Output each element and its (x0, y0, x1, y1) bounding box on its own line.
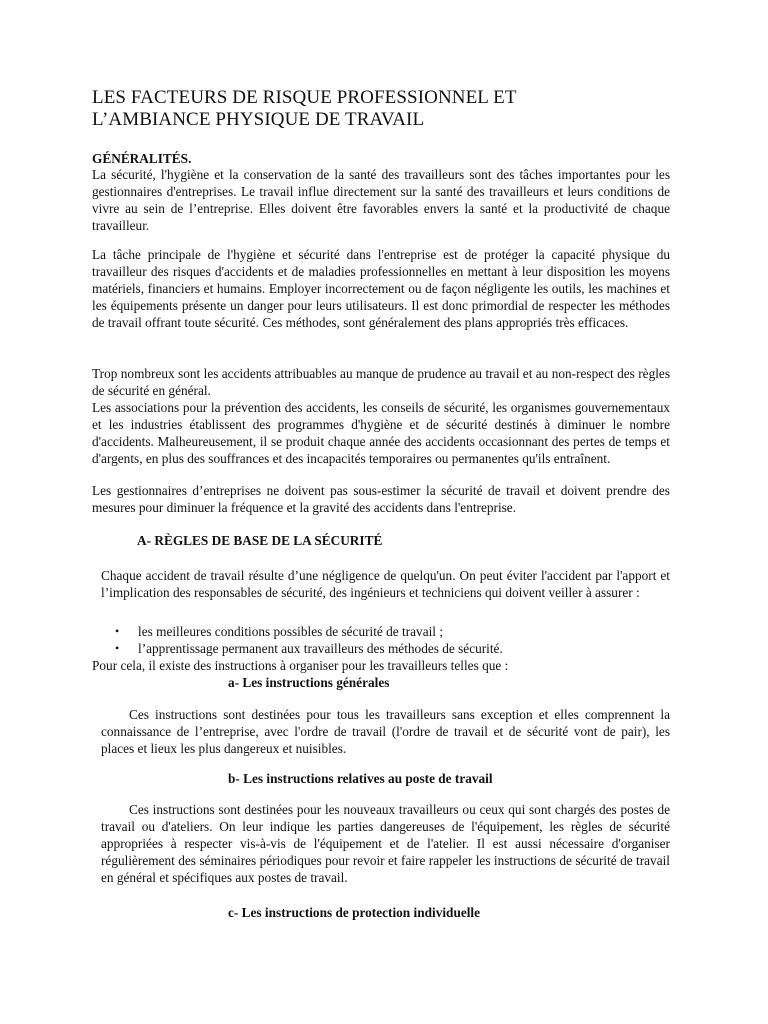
generalites-paragraph-1: La sécurité, l'hygiène et la conservation de la santé des travailleurs sont des tâches importantes pour les gestionnaires d'entreprises. Le travail influe directement sur la santé des travailleurs et leurs conditions de vivre au sein de l’entreprise. Elles doivent être favorables envers la santé et la productivité de chaque travailleur. (92, 167, 670, 233)
bullet-icon: • (115, 624, 120, 638)
document-title (92, 87, 692, 131)
subsection-b-text: Ces instructions sont destinées pour les nouveaux travailleurs ou ceux qui sont chargés des postes de travail ou d'ateliers. On leur indique les parties dangereuses de l'équipement, les règles de sécurité appropriées à respecter vis-à-vis de l'équipement et de l'atelier. Il est aussi nécessaire d'organiser régulièrement des séminaires périodiques pour revoir et faire rappeler les instructions de sécurité de travail en général et spécifiques aux postes de travail. (101, 802, 670, 885)
section-a-intro: Chaque accident de travail résulte d’une négligence de quelqu'un. On peut éviter l'accident par l'apport et l’implication des responsables de sécurité, des ingénieurs et techniciens qui doivent veiller à assurer : (101, 568, 670, 600)
generalites-paragraph-4: Les associations pour la prévention des accidents, les conseils de sécurité, les organismes gouvernementaux et les industries établissent des programmes d'hygiène et de sécurité destinés à diminuer le nombre d'accidents. Malheureusement, il se produit chaque année des accidents occasionnant des pertes de temps et d'argents, en plus des souffrances et des incapacités temporaires ou permanentes qu'ils entraînent. (92, 400, 670, 466)
bullet-icon: • (115, 641, 120, 655)
section-a-lead: Pour cela, il existe des instructions à organiser pour les travailleurs telles que : (92, 658, 509, 673)
list-item-text: les meilleures conditions possibles de sécurité de travail ; (138, 624, 444, 639)
subsection-b-heading: b- Les instructions relatives au poste de travail (228, 771, 493, 786)
section-a-heading: A- RÈGLES DE BASE DE LA SÉCURITÉ (137, 533, 383, 548)
document-title-line-1: LES FACTEURS DE RISQUE PROFESSIONNEL ET (92, 87, 517, 108)
subsection-a-heading: a- Les instructions générales (228, 675, 390, 690)
section-a-bullet-list (110, 623, 670, 657)
generalites-heading: GÉNÉRALITÉS. (92, 151, 192, 166)
subsection-a-text: Ces instructions sont destinées pour tous les travailleurs sans exception et elles comprennent la connaissance de l’entreprise, avec l'ordre de travail (l'ordre de travail et de sécurité vont de pair), les places et lieux les plus dangereux et nuisibles. (101, 707, 670, 756)
list-item (110, 640, 670, 657)
list-item-text: l’apprentissage permanent aux travailleurs des méthodes de sécurité. (138, 641, 503, 656)
generalites-paragraph-3: Trop nombreux sont les accidents attribuables au manque de prudence au travail et au non-respect des règles de sécurité en général. (92, 366, 670, 398)
document-title-line-2: L’AMBIANCE PHYSIQUE DE TRAVAIL (92, 109, 425, 130)
generalites-paragraph-2: La tâche principale de l'hygiène et sécurité dans l'entreprise est de protéger la capacité physique du travailleur des risques d'accidents et de maladies professionnelles en mettant à leur disposition les moyens matériels, financiers et humains. Employer incorrectement ou de façon négligente les outils, les machines et les équipements présente un danger pour leurs utilisateurs. Il est donc primordial de respecter les méthodes de travail offrant toute sécurité. Ces méthodes, sont généralement des plans appropriés très efficaces. (92, 247, 670, 330)
subsection-c-heading: c- Les instructions de protection individuelle (228, 905, 481, 920)
generalites-paragraph-5: Les gestionnaires d’entreprises ne doivent pas sous-estimer la sécurité de travail et doivent prendre des mesures pour diminuer la fréquence et la gravité des accidents dans l'entreprise. (92, 483, 670, 515)
list-item (110, 623, 670, 640)
